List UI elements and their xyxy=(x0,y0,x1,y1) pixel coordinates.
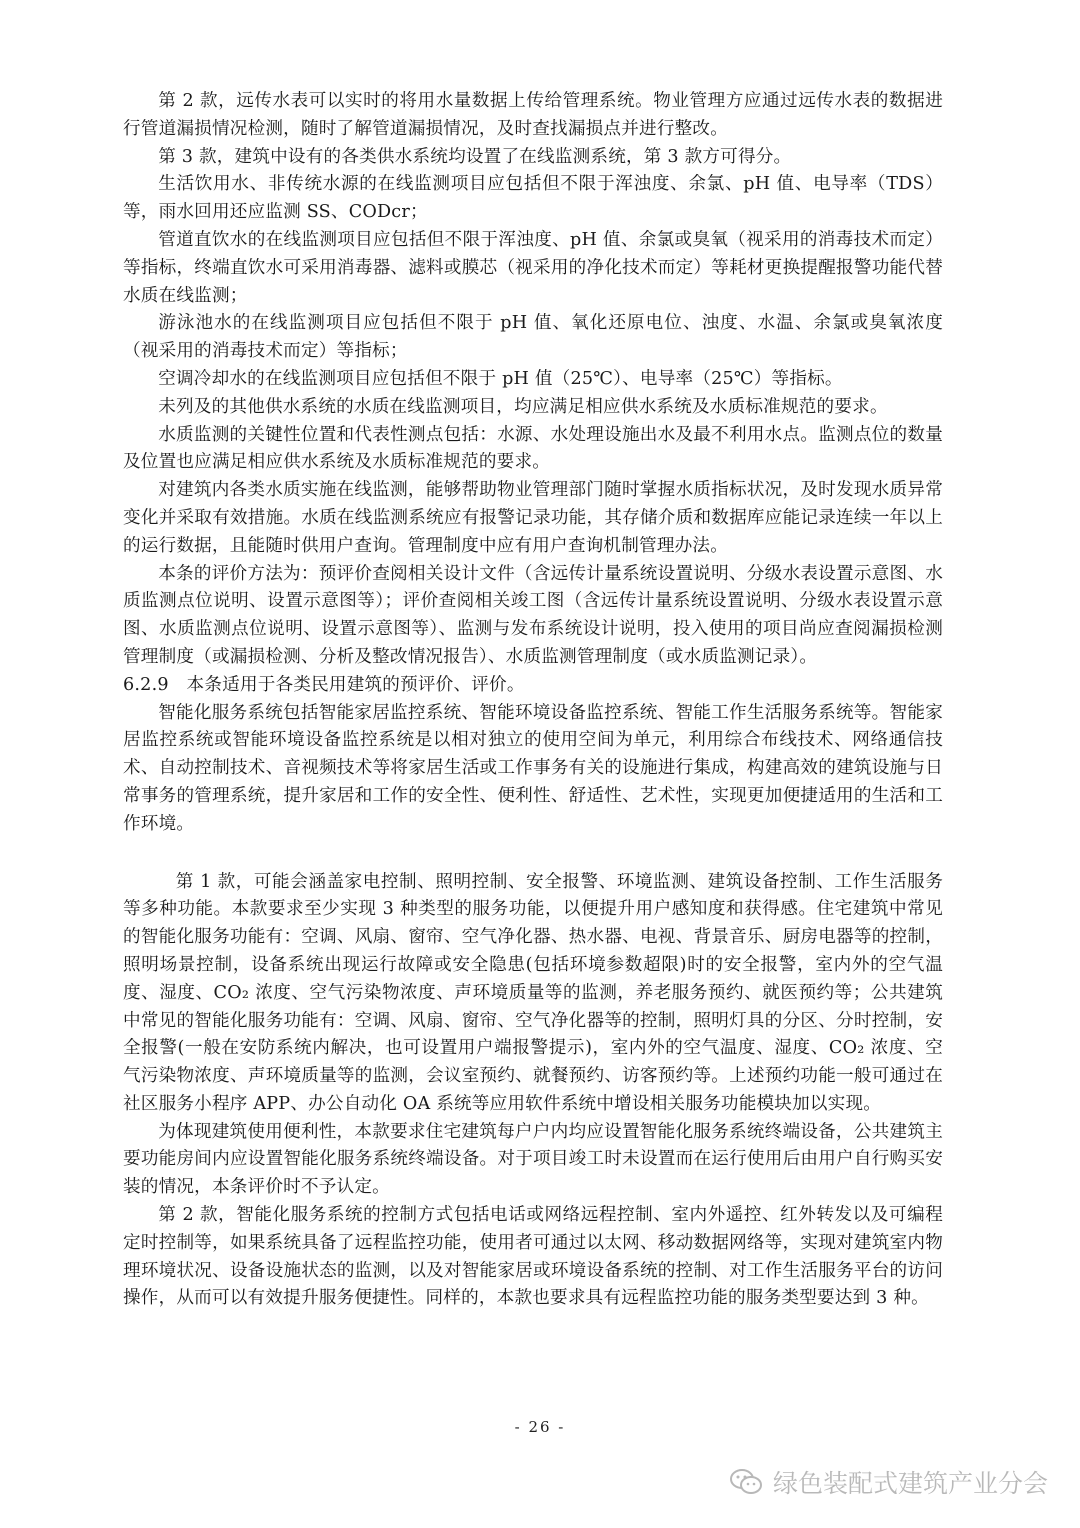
paragraph: 第 2 款，远传水表可以实时的将用水量数据上传给管理系统。物业管理方应通过远传水表的数据进行管道漏损情况检测，随时了解管道漏损情况，及时查找漏损点并进行整改。 xyxy=(123,91,943,139)
paragraph: 第 1 款，可能会涵盖家电控制、照明控制、安全报警、环境监测、建筑设备控制、工作生活服务等多种功能。本款要求至少实现 3 种类型的服务功能，以便提升用户感知度和获得感。住宅建筑中常见的智能化服务功能有：空调、风扇、窗帘、空气净化器、热水器、电视、背景音乐、厨房电器等的控制，照明场景控制，设备系统出现运行故障或安全隐患(包括环境参数超限)时的安全报警，室内外的空气温度、湿度、CO₂ 浓度、空气污染物浓度、声环境质量等的监测，养老服务预约、就医预约等；公共建筑中常见的智能化服务功能有：空调、风扇、窗帘、空气净化器等的控制，照明灯具的分区、分时控制，安全报警(一般在安防系统内解决，也可设置用户端报警提示)，室内外的空气温度、湿度、CO₂ 浓度、空气污染物浓度、声环境质量等的监测，会议室预约、就餐预约、访客预约等。上述预约功能一般可通过在社区服务小程序 APP、办公自动化 OA 系统等应用软件系统中增设相关服务功能模块加以实现。 xyxy=(123,871,943,1114)
paragraph: 对建筑内各类水质实施在线监测，能够帮助物业管理部门随时掌握水质指标状况，及时发现水质异常变化并采取有效措施。水质在线监测系统应有报警记录功能，其存储介质和数据库应能记录连续一年以上的运行数据，且能随时供用户查询。管理制度中应有用户查询机制管理办法。 xyxy=(123,480,943,556)
paragraph: 游泳池水的在线监测项目应包括但不限于 pH 值、氧化还原电位、浊度、水温、余氯或臭氧浓度（视采用的消毒技术而定）等指标； xyxy=(123,313,943,362)
document-body xyxy=(123,88,943,1313)
paragraph: 第 2 款，智能化服务系统的控制方式包括电话或网络远程控制、室内外遥控、红外转发以及可编程定时控制等，如果系统具备了远程监控功能，使用者可通过以太网、移动数据网络等，实现对建筑室内物理环境状况、设备设施状态的监测，以及对智能家居或环境设备系统的控制、对工作生活服务平台的访问操作，从而可以有效提升服务便捷性。同样的，本款也要求具有远程监控功能的服务类型要达到 3 种。 xyxy=(123,1205,943,1309)
paragraph: 空调冷却水的在线监测项目应包括但不限于 pH 值（25℃）、电导率（25℃）等指标。 xyxy=(158,368,843,389)
page-number: - 26 - xyxy=(514,1418,566,1436)
wechat-icon xyxy=(729,1467,763,1497)
clause-heading: 6.2.9 本条适用于各类民用建筑的预评价、评价。 xyxy=(123,674,525,695)
paragraph: 管道直饮水的在线监测项目应包括但不限于浑浊度、pH 值、余氯或臭氧（视采用的消毒技术而定）等指标，终端直饮水可采用消毒器、滤料或膜芯（视采用的净化技术而定）等耗材更换提醒报警功能代替水质在线监测； xyxy=(123,229,943,306)
watermark xyxy=(729,1464,1048,1500)
paragraph: 第 3 款，建筑中设有的各类供水系统均设置了在线监测系统，第 3 款方可得分。 xyxy=(158,146,792,167)
watermark-text: 绿色装配式建筑产业分会 xyxy=(772,1469,1048,1498)
paragraph: 为体现建筑使用便利性，本款要求住宅建筑每户户内均应设置智能化服务系统终端设备，公共建筑主要功能房间内应设置智能化服务系统终端设备。对于项目竣工时未设置而在运行使用后由用户自行购买安装的情况，本条评价时不予认定。 xyxy=(123,1121,943,1198)
paragraph: 水质监测的关键性位置和代表性测点包括：水源、水处理设施出水及最不利用水点。监测点位的数量及位置也应满足相应供水系统及水质标准规范的要求。 xyxy=(123,424,943,473)
paragraph: 生活饮用水、非传统水源的在线监测项目应包括但不限于浑浊度、余氯、pH 值、电导率（TDS）等，雨水回用还应监测 SS、CODcr； xyxy=(123,174,943,223)
paragraph: 未列及的其他供水系统的水质在线监测项目，均应满足相应供水系统及水质标准规范的要求。 xyxy=(158,396,888,417)
paragraph: 本条的评价方法为：预评价查阅相关设计文件（含远传计量系统设置说明、分级水表设置示意图、水质监测点位说明、设置示意图等）；评价查阅相关竣工图（含远传计量系统设置说明、分级水表设置示意图、水质监测点位说明、设置示意图等）、监测与发布系统设计说明，投入使用的项目尚应查阅漏损检测管理制度（或漏损检测、分析及整改情况报告）、水质监测管理制度（或水质监测记录）。 xyxy=(123,563,943,667)
paragraph: 智能化服务系统包括智能家居监控系统、智能环境设备监控系统、智能工作生活服务系统等。智能家居监控系统或智能环境设备监控系统是以相对独立的使用空间为单元，利用综合布线技术、网络通信技术、自动控制技术、音视频技术等将家居生活或工作事务有关的设施进行集成，构建高效的建筑设施与日常事务的管理系统，提升家居和工作的安全性、便利性、舒适性、艺术性，实现更加便捷适用的生活和工作环境。 xyxy=(123,702,943,834)
